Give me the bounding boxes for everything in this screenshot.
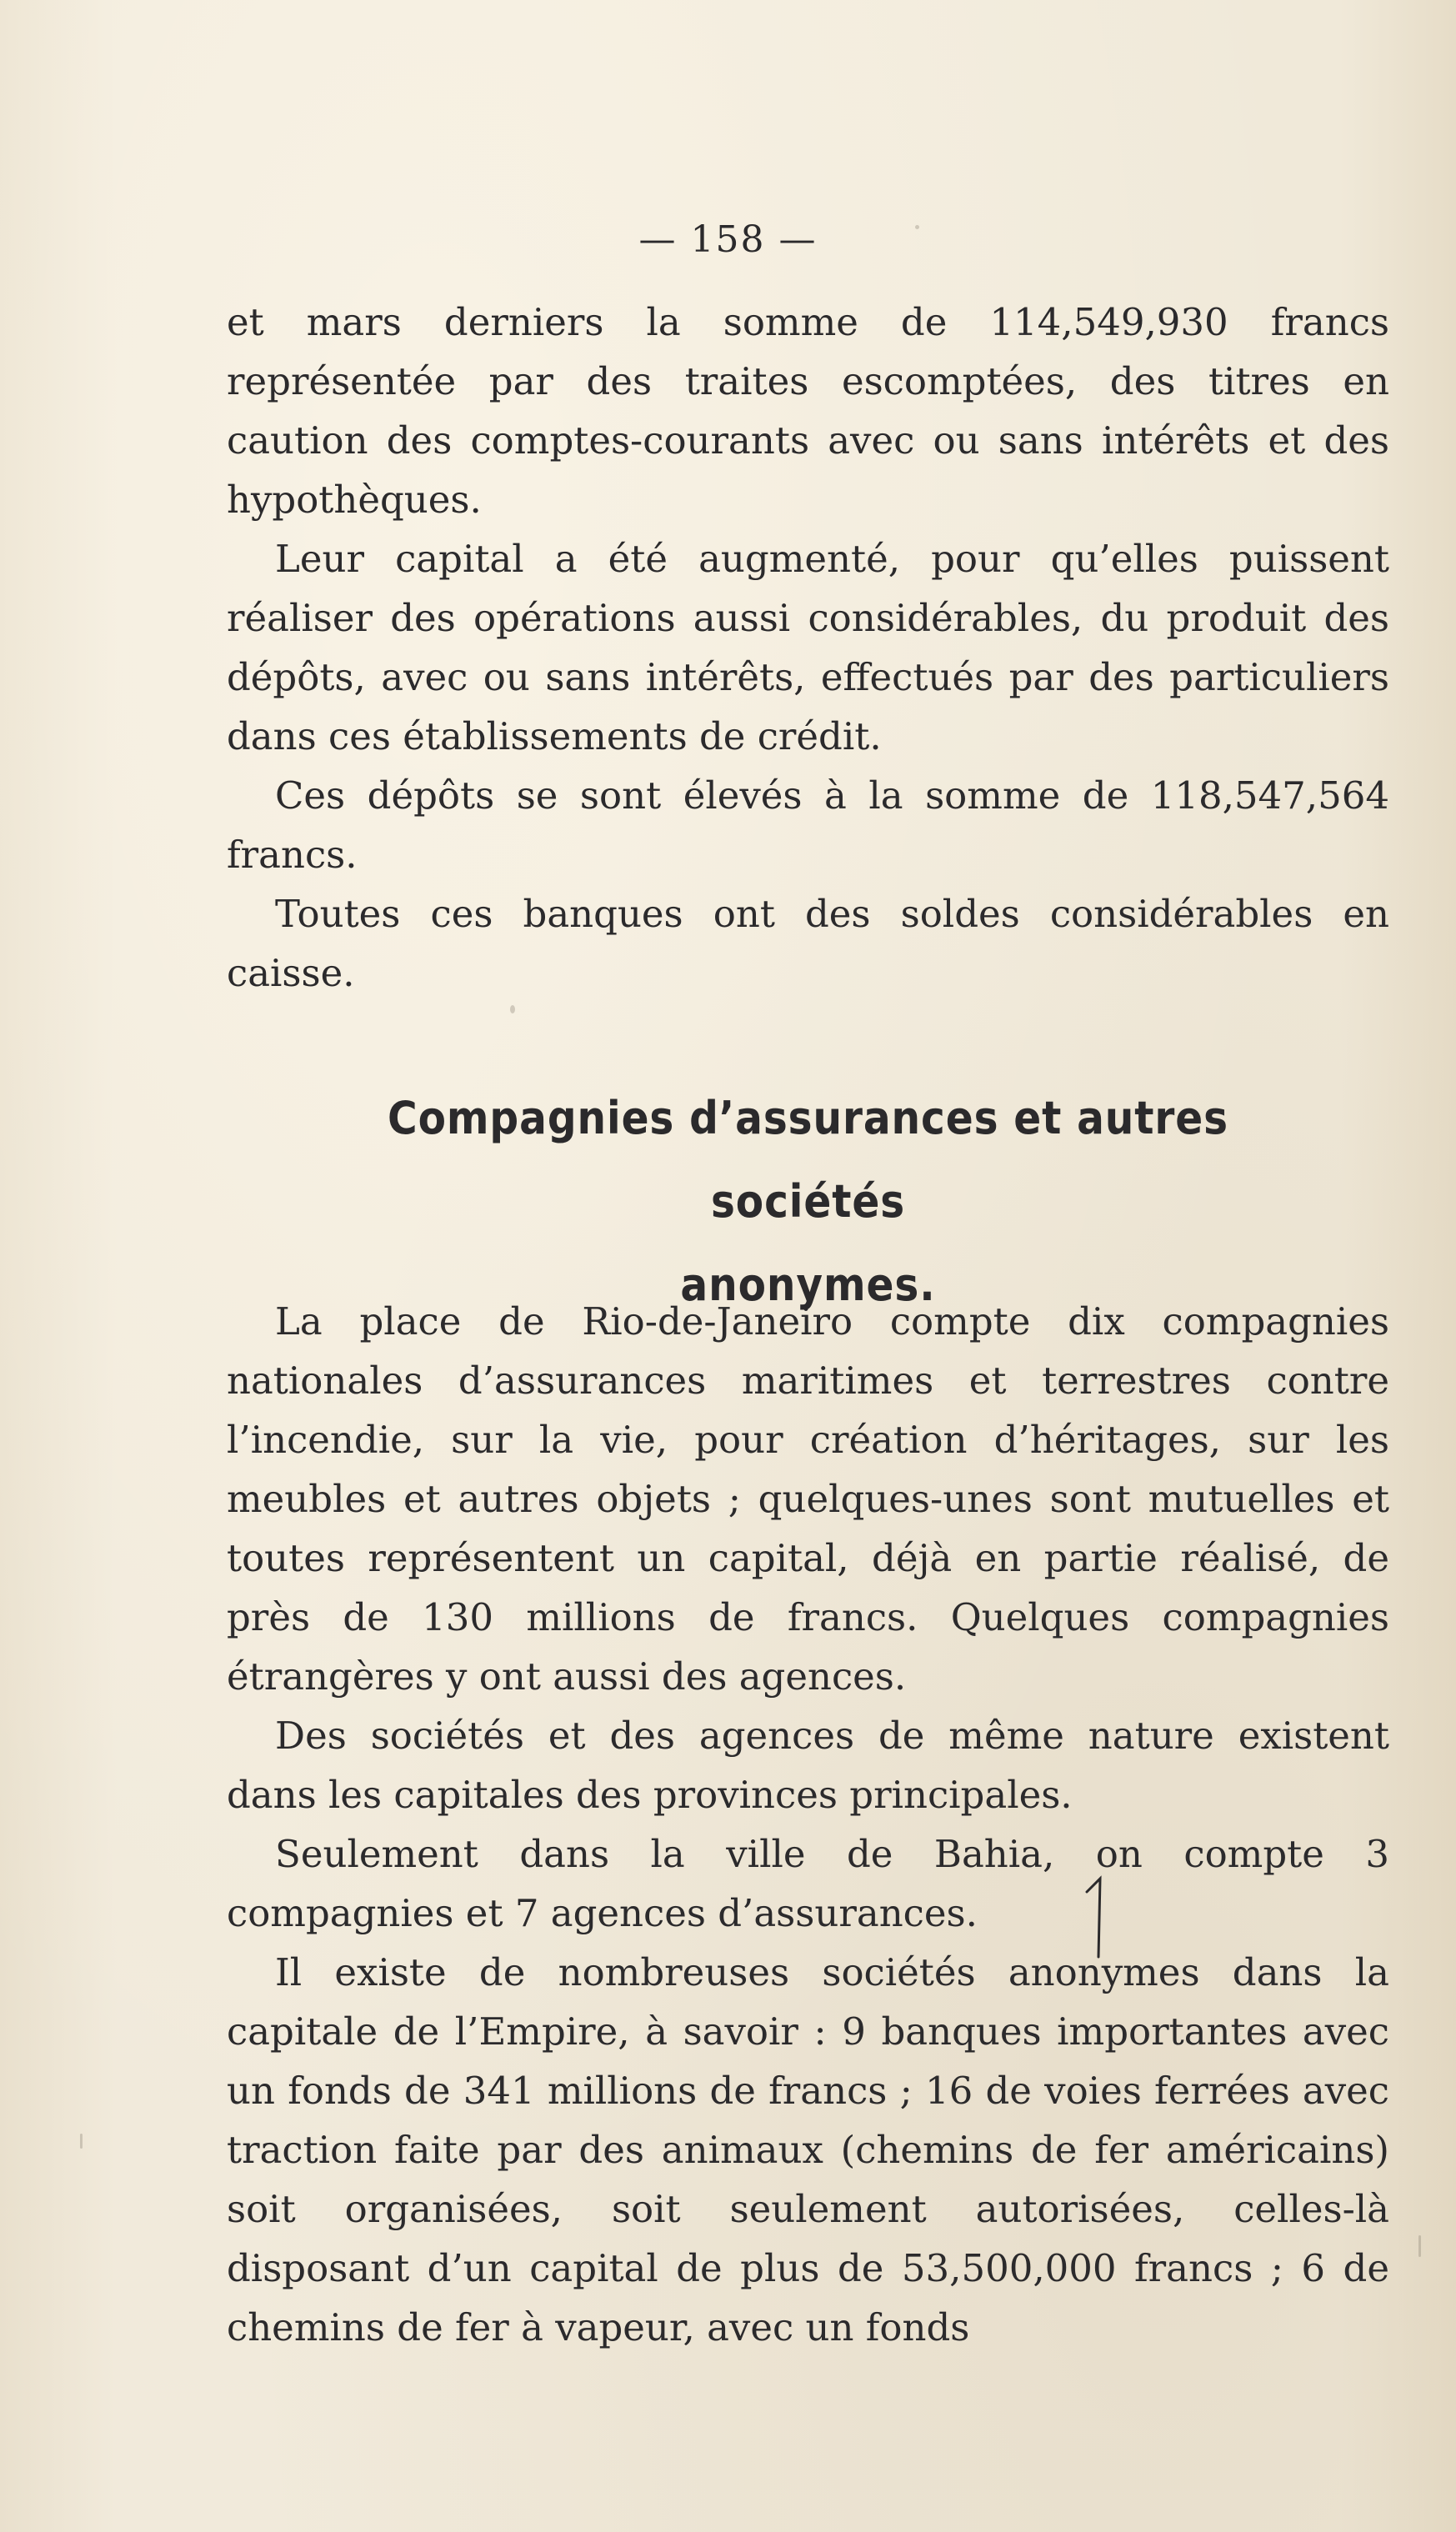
- section-heading-line-1: Compagnies d’assurances et autres sociétés: [388, 1092, 1228, 1228]
- paragraph-continuation: et mars derniers la somme de 114,549,930 francs représentée par des traites escomptées, des titres en caution des comptes-courants avec ou sans intérêts et des hypothèques.: [227, 300, 1389, 522]
- paragraph: Des sociétés et des agences de même nature existent dans les capitales des provinces principales.: [227, 1714, 1389, 1817]
- section-heading: [285, 1077, 1332, 1327]
- paragraph: Ces dépôts se sont élevés à la somme de 118,547,564 francs.: [227, 773, 1389, 877]
- paper-speck: [1418, 2235, 1421, 2257]
- paragraph: La place de Rio-de-Janeiro compte dix compagnies nationales d’assurances maritimes et terrestres contre l’incendie, sur la vie, pour création d’héritages, sur les meubles et autres objets ; quelques-unes sont mutuelles et toutes représentent un capital, déjà en partie réalisé, de près de 130 millions de francs. Quelques compagnies étrangères y ont aussi des agences.: [227, 1299, 1389, 1699]
- paragraph: Toutes ces banques ont des soldes considérables en caisse.: [227, 892, 1389, 995]
- top-text-block: [227, 293, 1389, 1003]
- section-heading-line-2: anonymes.: [680, 1258, 936, 1311]
- page-number: — 158 —: [638, 218, 818, 261]
- paragraph: Leur capital a été augmenté, pour qu’elles puissent réaliser des opérations aussi considérables, du produit des dépôts, avec ou sans intérêts, effectués par des particuliers dans ces établissements de crédit.: [227, 537, 1389, 758]
- paragraph: Il existe de nombreuses sociétés anonymes dans la capitale de l’Empire, à savoir : 9 banques importantes avec un fonds de 341 millions de francs ; 16 de voies ferrées avec traction faite par des animaux (chemins de fer américains) soit organisées, soit seulement autorisées, celles-là disposant d’un capital de plus de 53,500,000 francs ; 6 de chemins de fer à vapeur, avec un fonds: [227, 1950, 1389, 2349]
- paper-speck: [915, 225, 919, 229]
- paragraph: Seulement dans la ville de Bahia, on compte 3 compagnies et 7 agences d’assurances.: [227, 1832, 1389, 1935]
- bottom-text-block: [227, 1292, 1389, 2357]
- paper-speck: [510, 1005, 515, 1013]
- handwritten-mark-icon: [1082, 1874, 1107, 1965]
- paper-speck: [80, 2134, 83, 2149]
